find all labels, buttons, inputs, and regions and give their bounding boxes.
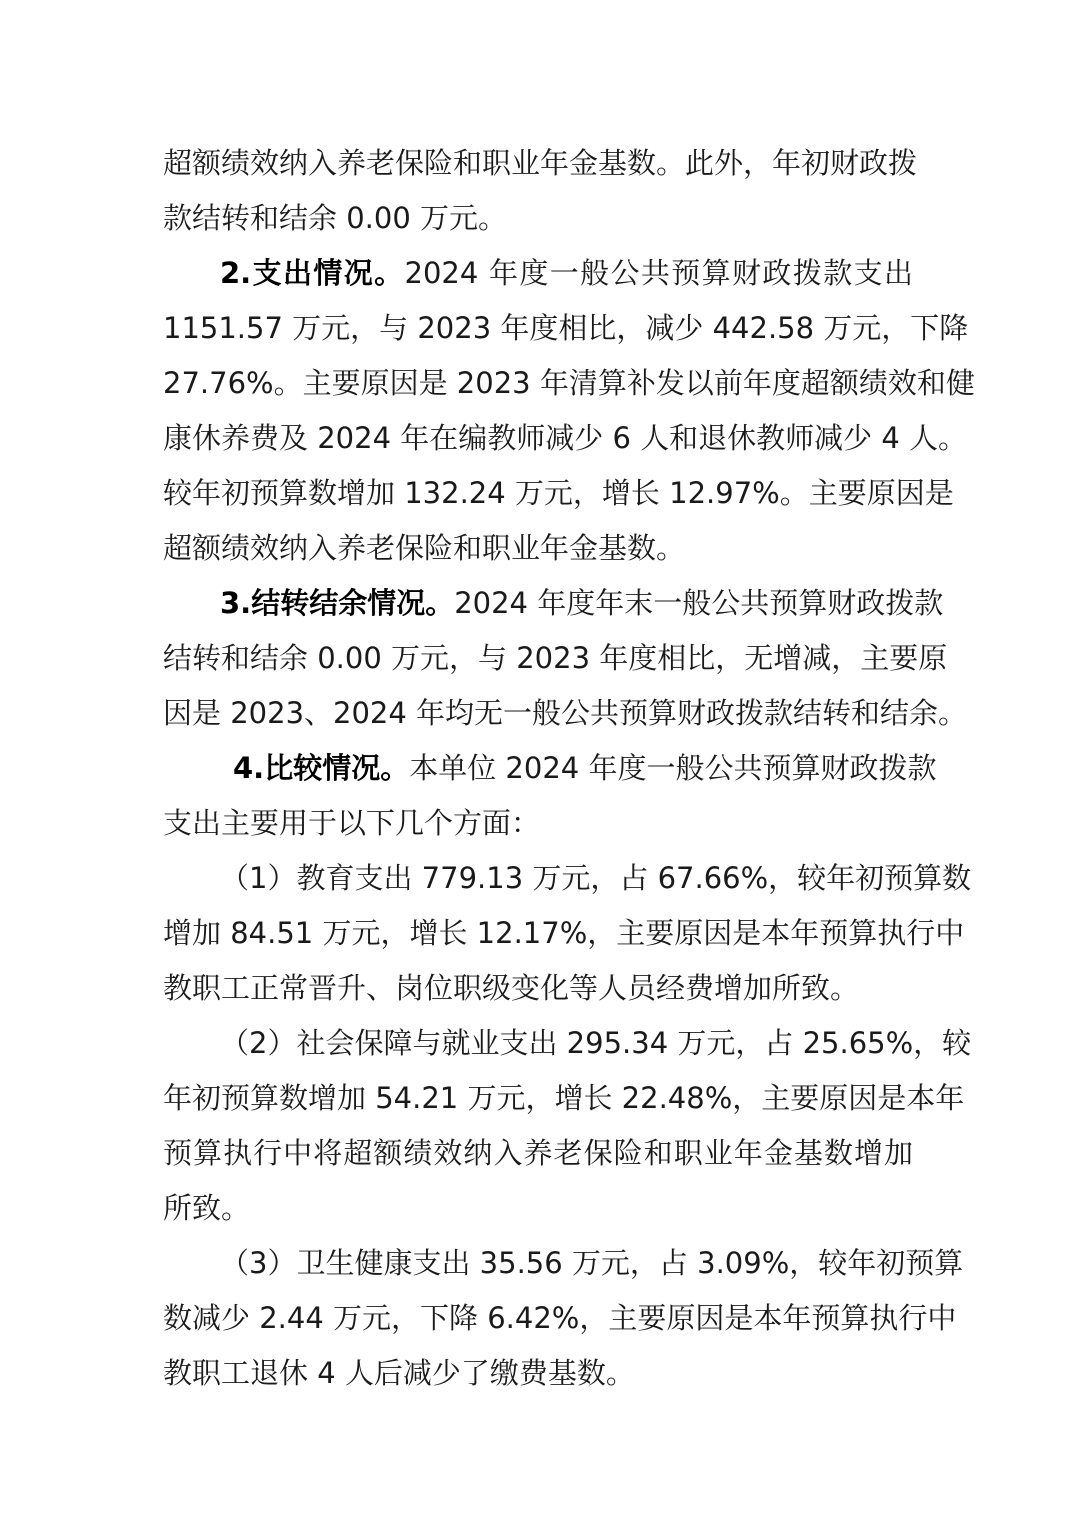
line-text: 因是 2023、2024 年均无一般公共预算财政拨款结转和结余。 (163, 696, 968, 730)
line-text: （2）社会保障与就业支出 295.34 万元，占 25.65%，较 (220, 1026, 972, 1060)
text-line (163, 528, 913, 568)
text-line (163, 308, 969, 348)
line-text: 教职工退休 4 人后减少了缴费基数。 (163, 1356, 635, 1390)
line-text: 1151.57 万元，与 2023 年度相比，减少 442.58 万元，下降 (163, 311, 969, 345)
line-text: 超额绩效纳入养老保险和职业年金基数。 (163, 531, 686, 565)
text-line (163, 1298, 957, 1338)
section-heading: 3.结转结余情况。 (220, 586, 455, 620)
line-text: 27.76%。主要原因是 2023 年清算补发以前年度超额绩效和健 (163, 366, 975, 400)
line-text: 教职工正常晋升、岗位职级变化等人员经费增加所致。 (163, 971, 860, 1005)
section-heading: 2.支出情况。 (220, 256, 405, 290)
line-text: 结转和结余 0.00 万元，与 2023 年度相比，无增减，主要原 (163, 641, 948, 675)
line-text: （1）教育支出 779.13 万元，占 67.66%，较年初预算数 (220, 861, 972, 895)
line-text: 所致。 (163, 1191, 251, 1225)
line-text: 2024 年度年末一般公共预算财政拨款 (454, 586, 944, 620)
text-line (163, 803, 913, 843)
line-text: 本单位 2024 年度一般公共预算财政拨款 (409, 751, 937, 785)
text-line (163, 1133, 913, 1173)
text-line (220, 1023, 972, 1063)
text-line (163, 473, 954, 513)
section-heading: 4.比较情况。 (233, 751, 410, 785)
text-line (163, 198, 913, 238)
line-text: 较年初预算数增加 132.24 万元，增长 12.97%。主要原因是 (163, 476, 954, 510)
text-line (163, 913, 965, 953)
text-line (163, 1353, 913, 1393)
line-text: 年初预算数增加 54.21 万元，增长 22.48%，主要原因是本年 (163, 1081, 965, 1115)
line-text: 数减少 2.44 万元，下降 6.42%，主要原因是本年预算执行中 (163, 1301, 957, 1335)
line-text: （3）卫生健康支出 35.56 万元，占 3.09%，较年初预算 (220, 1246, 964, 1280)
text-line (163, 638, 948, 678)
text-line (233, 748, 937, 788)
text-line (220, 253, 913, 293)
line-text: 超额绩效纳入养老保险和职业年金基数。此外，年初财政拨 (163, 146, 918, 180)
line-text: 增加 84.51 万元，增长 12.17%，主要原因是本年预算执行中 (163, 916, 965, 950)
text-line (163, 968, 913, 1008)
line-text: 支出主要用于以下几个方面： (163, 806, 541, 840)
text-line (220, 1243, 964, 1283)
text-line (220, 858, 972, 898)
text-line (163, 363, 975, 403)
line-text: 康休养费及 2024 年在编教师减少 6 人和退休教师减少 4 人。 (163, 421, 968, 455)
text-line (220, 583, 944, 623)
line-text: 预算执行中将超额绩效纳入养老保险和职业年金基数增加 (163, 1136, 913, 1170)
line-text: 2024 年度一般公共预算财政拨款支出 (404, 256, 913, 290)
text-line (163, 143, 918, 183)
text-line (163, 693, 968, 733)
text-line (163, 418, 968, 458)
text-line (163, 1188, 913, 1228)
line-text: 款结转和结余 0.00 万元。 (163, 201, 508, 235)
text-line (163, 1078, 965, 1118)
